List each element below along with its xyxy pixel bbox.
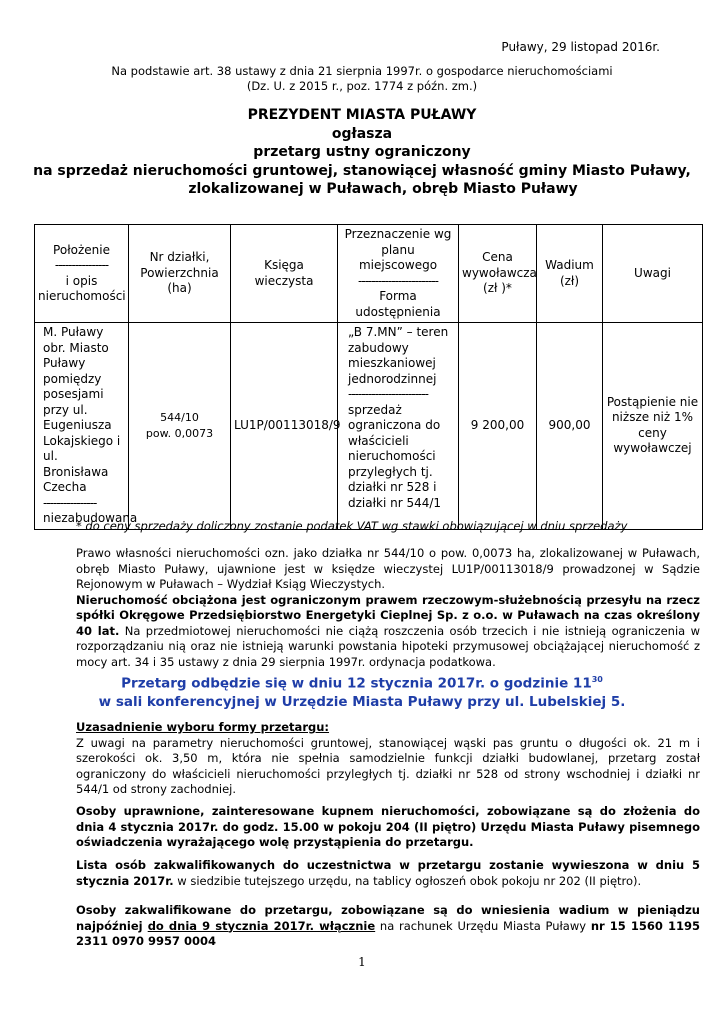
legal-basis xyxy=(0,64,724,94)
ownership-paragraph xyxy=(76,546,700,670)
heading-line5: zlokalizowanej w Puławach, obręb Miasto Puławy xyxy=(188,181,578,197)
legal-basis-line1: Na podstawie art. 38 ustawy z dnia 21 sierpnia 1997r. o gospodarce nieruchomościami xyxy=(111,64,613,78)
justification-title: Uzasadnienie wyboru formy przetargu: xyxy=(76,720,330,734)
header-price: Cena wywoławcza (zł )* xyxy=(459,225,537,323)
cell-deposit: 900,00 xyxy=(537,323,603,530)
property-table xyxy=(34,224,703,530)
cell-notes: Postąpienie nie niższe niż 1% ceny wywoławczej xyxy=(603,323,703,530)
claims-text: Na przedmiotowej nieruchomości nie ciążą roszczenia osób trzecich i nie istnieją ograniczenia w rozporządzaniu nią oraz nie istnieją warunki powstania hipoteki przymusowej obciążającej nieruchomość z mocy art. 34 i 35 ustawy z dnia 29 sierpnia 1997r. ordynacja podatkowa. xyxy=(76,623,700,669)
table-row xyxy=(35,323,703,530)
list-paragraph: Lista osób zakwalifikowanych do uczestnictwa w przetargu zostanie wywieszona w dniu 5 stycznia 2017r. w siedzibie tutejszego urzędu, na tablicy ogłoszeń obok pokoju nr 202 (II piętro). xyxy=(76,858,700,888)
cell-location: M. Puławy obr. Miasto Puławy pomiędzy posesjami przy ul. Eugeniusza Lokajskiego i ul. Bronisława Czecha ---------------- niezabudowana xyxy=(35,323,129,530)
table-header-row xyxy=(35,225,703,323)
auction-announcement xyxy=(0,671,724,711)
justification-paragraph xyxy=(76,720,700,798)
heading-line4: na sprzedaż nieruchomości gruntowej, stanowiącej własność gminy Miasto Puławy, xyxy=(33,162,691,179)
deposit-paragraph: Osoby zakwalifikowane do przetargu, zobowiązane są do wniesienia wadium w pieniądzu najpóźniej do dnia 9 stycznia 2017r. włącznie na rachunek Urzędu Miasta Puławy nr 15 1560 1195 2311 0970 9957 0004 xyxy=(76,903,700,948)
heading-line2: ogłasza xyxy=(331,125,393,142)
page-number: 1 xyxy=(358,955,366,969)
legal-basis-line2: (Dz. U. z 2015 r., poz. 1774 z późn. zm.) xyxy=(246,79,478,93)
applications-paragraph: Osoby uprawnione, zainteresowane kupnem nieruchomości, zobowiązane są do złożenia do dnia 4 stycznia 2017r. do godz. 15.00 w pokoju 204 (II piętro) Urzędu Miasta Puławy pisemnego oświadczenia wyrażającego wolę przystąpienia do przetargu. xyxy=(76,804,700,849)
document-date: Puławy, 29 listopad 2016r. xyxy=(501,40,660,54)
header-plot: Nr działki, Powierzchnia (ha) xyxy=(129,225,231,323)
encumbrance-text: Nieruchomość obciążona jest ograniczonym prawem rzeczowym-służebnością przesyłu na rzecz spółki Okręgowe Przedsiębiorstwo Energetyki Cieplnej Sp. z o.o. w Puławach na czas określony 40 lat. xyxy=(76,592,700,638)
auction-date: Przetarg odbędzie się w dniu 12 stycznia 2017r. o godzinie $11^{30}$ xyxy=(121,675,603,692)
header-notes: Uwagi xyxy=(603,225,703,323)
ownership-text: Prawo własności nieruchomości ozn. jako działka nr 544/10 o pow. 0,0073 ha, zlokalizowanej w Puławach, obręb Miasto Puławy, ujawnione jest w księdze wieczystej LU1P/00113018/9 prowadzonej w Sądzie Rejonowym w Puławach – Wydział Ksiąg Wieczystych. xyxy=(76,546,700,591)
cell-price: 9 200,00 xyxy=(459,323,537,530)
deposit-deadline: do dnia 9 stycznia 2017r. włącznie xyxy=(147,918,376,933)
header-deposit: Wadium (zł) xyxy=(537,225,603,323)
header-purpose: Przeznaczenie wg planu miejscowego ------------------------ Forma udostępnienia xyxy=(338,225,459,323)
vat-note: * do ceny sprzedaży doliczony zostanie podatek VAT wg stawki obowiązującej w dniu sprzedaży xyxy=(76,519,628,533)
bank-account: nr 15 1560 1195 2311 0970 9957 0004 xyxy=(76,918,700,948)
cell-register: LU1P/00113018/9 xyxy=(231,323,338,530)
announcement-heading xyxy=(0,106,724,199)
auction-place: w sali konferencyjnej w Urzędzie Miasta Puławy przy ul. Lubelskiej 5. xyxy=(98,693,626,710)
cell-purpose: „B 7.MN” – teren zabudowy mieszkaniowej jednorodzinnej ------------------------ sprzedaż ograniczona do właścicieli nieruchomości przyległych tj. działki nr 528 i działki nr 544/1 xyxy=(338,323,459,530)
cell-plot: 544/10 pow. 0,0073 xyxy=(129,323,231,530)
heading-line1: PREZYDENT MIASTA PUŁAWY xyxy=(247,107,477,123)
justification-text: Z uwagi na parametry nieruchomości gruntowej, stanowiącej wąski pas gruntu o długości ok. 21 m i szerokości ok. 3,50 m, która nie spełnia samodzielnie funkcji działki budowlanej, przetarg został ograniczony do właścicieli nieruchomości przyległych tj. działki nr 528 od strony wschodniej i działki nr 544/1 od strony zachodniej. xyxy=(76,735,700,796)
heading-line3: przetarg ustny ograniczony xyxy=(253,144,471,160)
header-register: Księga wieczysta xyxy=(231,225,338,323)
header-location: Położenie ---------------- i opis nieruchomości xyxy=(35,225,129,323)
